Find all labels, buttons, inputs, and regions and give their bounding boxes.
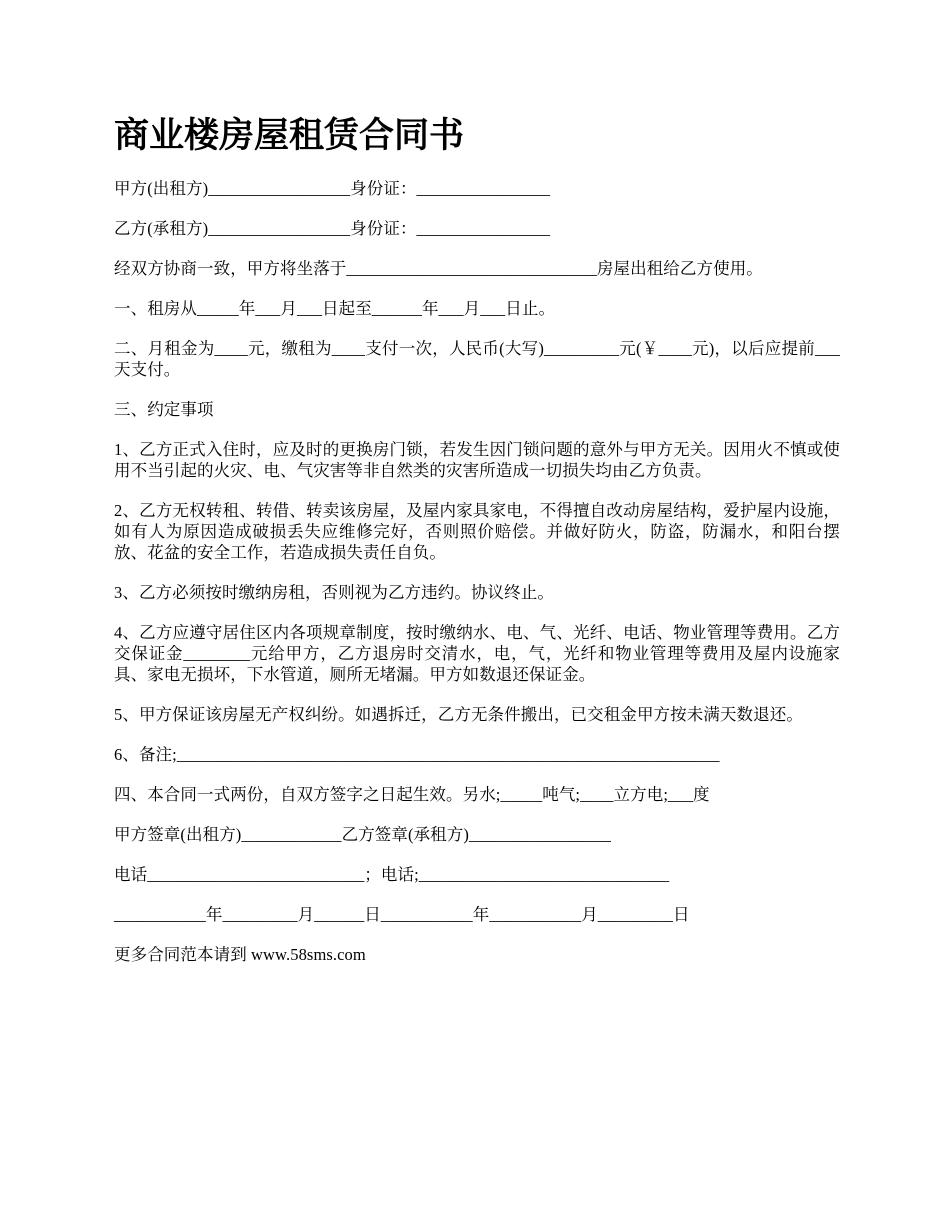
date-line: ___________年_________月______日___________年___________月_________日 — [114, 905, 690, 924]
lease-term-clause: 一、租房从_____年___月___日起至______年___月___日止。 — [114, 299, 556, 318]
agreement-item-2: 2、乙方无权转租、转借、转卖该房屋，及屋内家具家电，不得擅自改动房屋结构，爱护屋内设施，如有人为原因造成破损丢失应维修完好，否则照价赔偿。并做好防火，防盗，防漏水，和阳台摆放、花盆的安全工作，若造成损失责任自负。 — [114, 501, 840, 562]
footer-note: 更多合同范本请到 www.58sms.com — [114, 945, 366, 964]
property-location-clause: 经双方协商一致，甲方将坐落于______________________________房屋出租给乙方使用。 — [114, 259, 763, 278]
party-b-line: 乙方(承租方)_________________身份证：________________ — [114, 219, 551, 238]
agreement-item-3: 3、乙方必须按时缴纳房租，否则视为乙方违约。协议终止。 — [114, 583, 554, 602]
phone-line: 电话__________________________；电话;______________________________ — [114, 865, 670, 884]
contract-document — [114, 112, 840, 984]
agreement-item-1: 1、乙方正式入住时，应及时的更换房门锁，若发生因门锁问题的意外与甲方无关。因用火不慎或使用不当引起的火灾、电、气灾害等非自然类的灾害所造成一切损失均由乙方负责。 — [114, 440, 840, 480]
party-a-line: 甲方(出租方)_________________身份证：________________ — [114, 179, 551, 198]
document-title: 商业楼房屋租赁合同书 — [114, 116, 465, 155]
agreement-heading: 三、约定事项 — [114, 400, 214, 419]
agreement-item-5: 5、甲方保证该房屋无产权纠纷。如遇拆迁，乙方无条件搬出，已交租金甲方按未满天数退还。 — [114, 705, 803, 724]
signature-line: 甲方签章(出租方)____________乙方签章(承租方)_________________ — [114, 825, 611, 844]
agreement-item-4: 4、乙方应遵守居住区内各项规章制度，按时缴纳水、电、气、光纤、电话、物业管理等费用。乙方交保证金________元给甲方，乙方退房时交清水，电，气，光纤和物业管理等费用及屋内设施家具、家电无损坏，下水管道，厕所无堵漏。甲方如数退还保证金。 — [114, 623, 840, 684]
agreement-item-6-remarks: 6、备注;_________________________________________________________________ — [114, 745, 720, 764]
effectiveness-clause: 四、本合同一式两份，自双方签字之日起生效。另水;_____吨气;____立方电;___度 — [114, 785, 710, 804]
rent-payment-clause: 二、月租金为____元，缴租为____支付一次，人民币(大写)_________元(￥____元)，以后应提前___天支付。 — [114, 339, 840, 379]
